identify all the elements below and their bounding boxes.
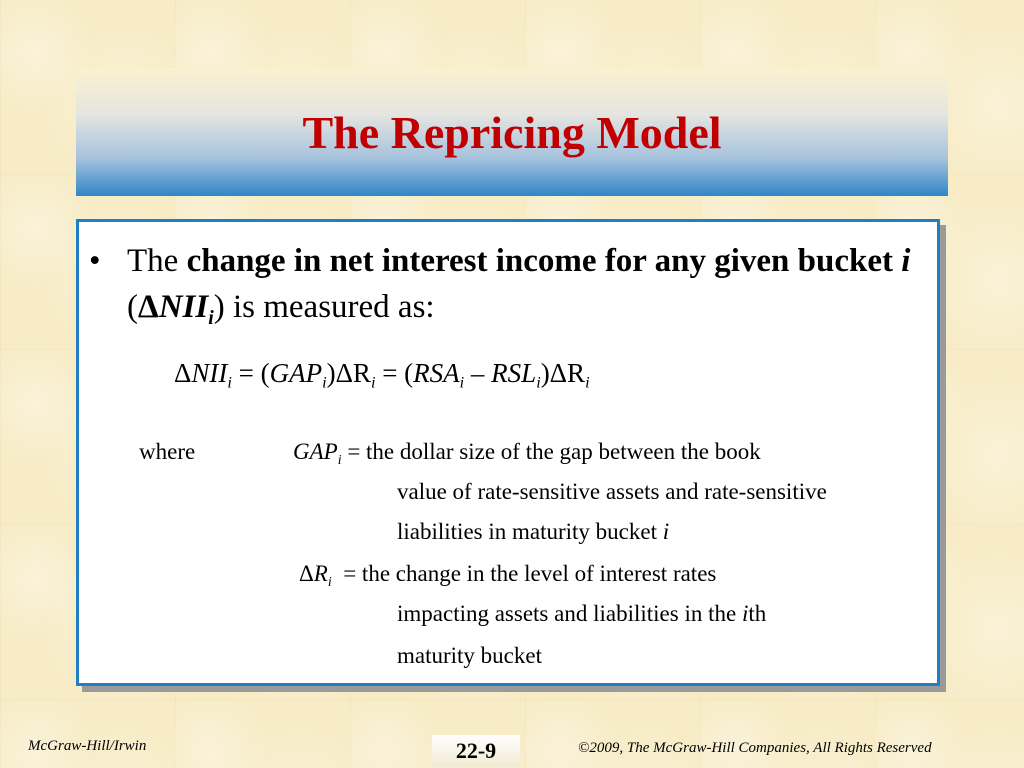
dr-definition-line-2 bbox=[397, 594, 766, 634]
title-bar bbox=[76, 68, 948, 196]
slide-title: The Repricing Model bbox=[302, 106, 722, 158]
bullet-text bbox=[127, 238, 937, 341]
bullet-bold-phrase: change in net interest income for any given bucket bbox=[186, 243, 893, 279]
content-box bbox=[76, 219, 940, 686]
formula-sub-4: i bbox=[459, 373, 465, 392]
where-label: where bbox=[139, 439, 196, 464]
bullet-paren-open: ( bbox=[127, 289, 138, 325]
dr-def-var: i bbox=[741, 601, 749, 626]
formula-nii: NII bbox=[191, 358, 228, 388]
formula-rsl: RSL bbox=[491, 358, 537, 388]
gap-def-var: i bbox=[662, 519, 670, 544]
formula-sub-5: i bbox=[536, 373, 541, 392]
bullet-symbol: NII bbox=[158, 289, 209, 325]
formula-sub-2: i bbox=[322, 373, 327, 392]
dr-sub: i bbox=[327, 573, 332, 589]
gap-term: GAP bbox=[293, 439, 338, 464]
bullet-bold-var: i bbox=[901, 243, 911, 279]
page-number: 22-9 bbox=[432, 735, 520, 767]
formula-rsa: RSA bbox=[413, 358, 460, 388]
bullet-lead: The bbox=[127, 243, 179, 279]
repricing-formula bbox=[174, 358, 590, 393]
formula-sub-3: i bbox=[370, 373, 376, 392]
formula-sub-1: i bbox=[227, 373, 232, 392]
gap-def-text-1: = the dollar size of the gap between the book bbox=[347, 439, 761, 464]
dr-term: R bbox=[313, 561, 328, 586]
bullet-delta: Δ bbox=[138, 289, 159, 325]
footer-copyright: ©2009, The McGraw-Hill Companies, All Rights Reserved bbox=[578, 740, 932, 756]
gap-sub: i bbox=[337, 451, 342, 467]
bullet-tail: is measured as: bbox=[232, 289, 435, 325]
gap-definition-line-3 bbox=[397, 512, 669, 552]
formula-minus: – bbox=[464, 358, 492, 388]
bullet-subscript: i bbox=[208, 306, 214, 329]
formula-eq2: = ( bbox=[382, 358, 414, 388]
dr-def-suffix: th bbox=[748, 601, 767, 626]
formula-gap: GAP bbox=[269, 358, 323, 388]
bullet-paren-close: ) bbox=[213, 289, 225, 325]
formula-delta-r1: )ΔR bbox=[326, 358, 371, 388]
gap-def-text-3: liabilities in maturity bucket bbox=[397, 519, 657, 544]
formula-delta: Δ bbox=[174, 358, 192, 388]
dr-definition-line-3: maturity bucket bbox=[397, 643, 542, 668]
dr-def-text-1: = the change in the level of interest rates bbox=[343, 561, 717, 586]
bullet-marker: • bbox=[89, 243, 101, 279]
footer-publisher: McGraw-Hill/Irwin bbox=[28, 738, 147, 754]
gap-definition-line-2: value of rate-sensitive assets and rate-sensitive bbox=[397, 479, 827, 504]
formula-eq1: = ( bbox=[238, 358, 270, 388]
formula-delta-r2: )ΔR bbox=[540, 358, 586, 388]
formula-sub-6: i bbox=[585, 373, 590, 392]
dr-def-text-2: impacting assets and liabilities in the bbox=[397, 601, 737, 626]
dr-delta: Δ bbox=[299, 561, 314, 586]
